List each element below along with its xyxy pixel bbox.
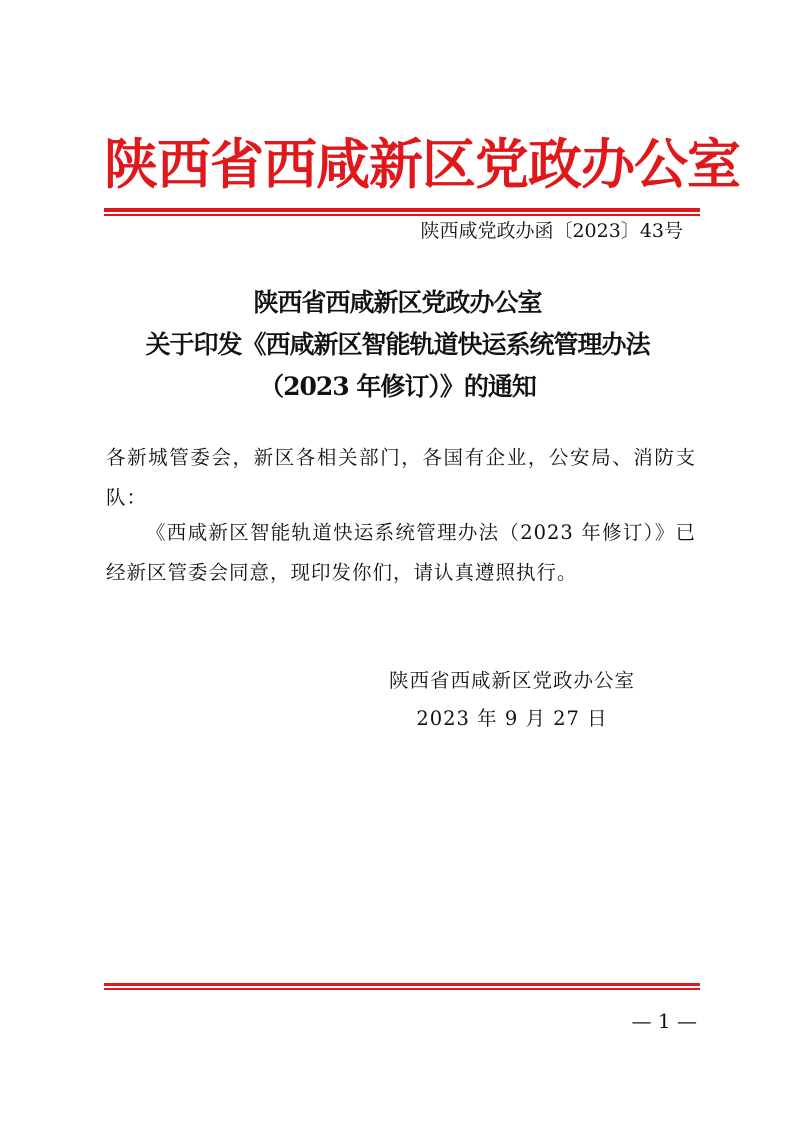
- footer-divider-thick: [104, 983, 700, 986]
- signature-organization: 陕西省西咸新区党政办公室: [388, 669, 635, 692]
- notice-title: [100, 282, 695, 408]
- notice-title-line-3: （2023 年修订）》的通知: [259, 372, 536, 401]
- signature-block: [362, 662, 662, 738]
- footer-divider-thin: [104, 988, 700, 990]
- document-number: 陕西咸党政办函〔2023〕43号: [420, 220, 683, 242]
- salutation-paragraph: 各新城管委会，新区各相关部门，各国有企业，公安局、消防支队：: [106, 446, 696, 509]
- page-number: — 1 —: [631, 1009, 697, 1033]
- header-divider-thin: [104, 214, 700, 216]
- header-divider-thick: [104, 208, 700, 212]
- content-paragraph: 《西咸新区智能轨道快运系统管理办法（2023 年修订）》已经新区管委会同意，现印发你们，请认真遵照执行。: [106, 521, 696, 584]
- notice-title-line-2: 关于印发《西咸新区智能轨道快运系统管理办法: [145, 330, 650, 359]
- notice-title-line-1: 陕西省西咸新区党政办公室: [253, 288, 542, 317]
- issuer-header-title: 陕西省西咸新区党政办公室: [104, 133, 740, 196]
- signature-date: 2023 年 9 月 27 日: [416, 707, 608, 730]
